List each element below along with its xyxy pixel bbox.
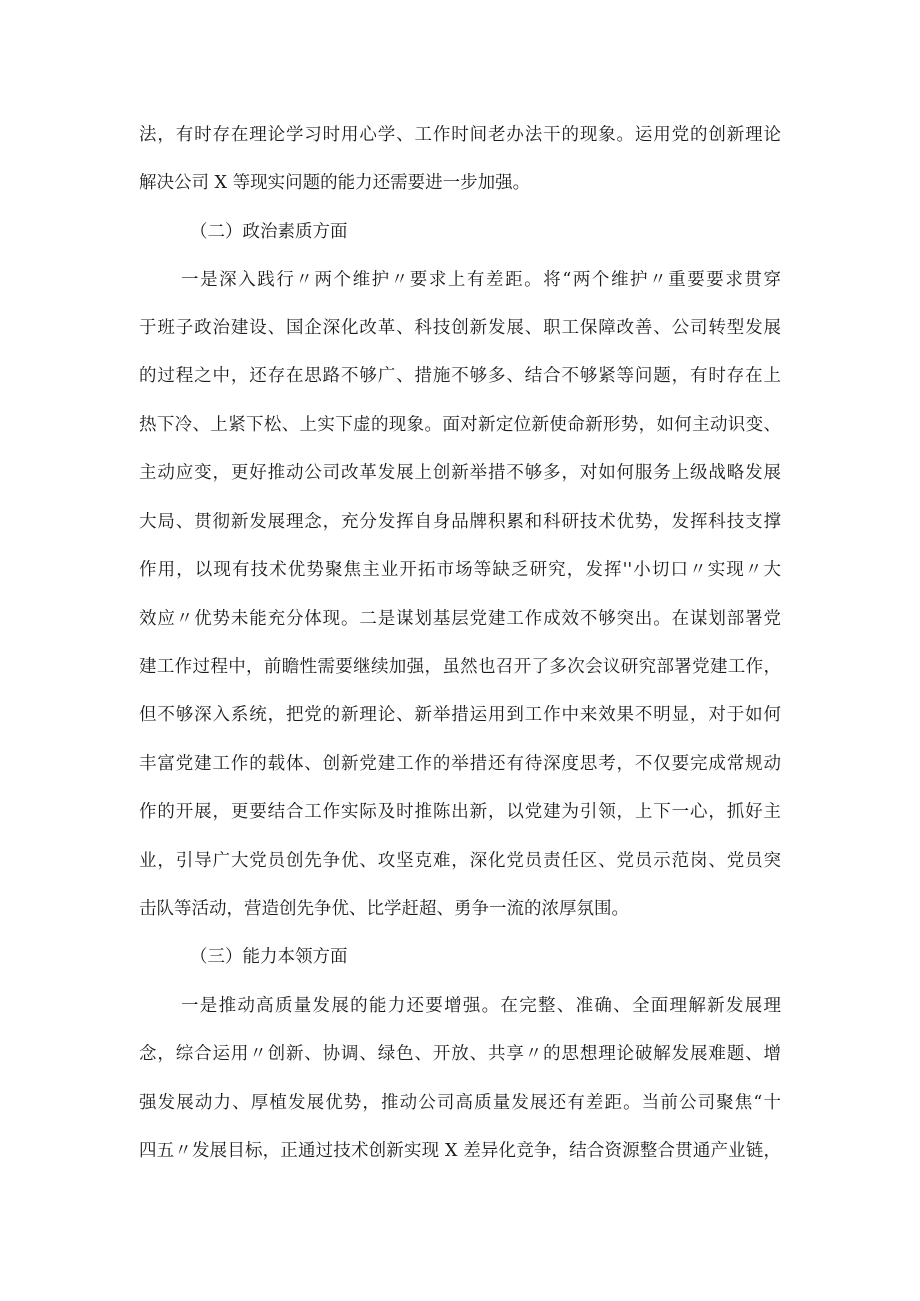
body-text-line: 建工作过程中，前瞻性需要继续加强，虽然也召开了多次会议研究部署党建工作， xyxy=(139,657,781,677)
body-text-line: 强发展动力、厚植发展优势，推动公司高质量发展还有差距。当前公司聚焦“十 xyxy=(139,1093,781,1113)
body-text-line: 丰富党建工作的载体、创新党建工作的举措还有待深度思考，不仅要完成常规动 xyxy=(139,754,781,774)
body-text-line: 于班子政治建设、国企深化改革、科技创新发展、职工保障改善、公司转型发展 xyxy=(139,318,781,338)
body-text-line: 热下冷、上紧下松、上实下虚的现象。面对新定位新使命新形势，如何主动识变、 xyxy=(139,415,781,435)
body-text-line: 四五〃发展目标，正通过技术创新实现 X 差异化竞争，结合资源整合贯通产业链， xyxy=(139,1141,781,1161)
body-text-line: 作的开展，更要结合工作实际及时推陈出新，以党建为引领，上下一心，抓好主 xyxy=(139,802,781,822)
section-heading: （三）能力本领方面 xyxy=(190,947,348,967)
body-text-line: 一是推动高质量发展的能力还要增强。在完整、准确、全面理解新发展理 xyxy=(181,996,781,1016)
body-text-line: 的过程之中，还存在思路不够广、措施不够多、结合不够紧等问题，有时存在上 xyxy=(139,366,781,386)
body-text-line: 念，综合运用〃创新、协调、绿色、开放、共享〃的思想理论破解发展难题、增 xyxy=(139,1044,781,1064)
body-text-line: 法，有时存在理论学习时用心学、工作时间老办法干的现象。运用党的创新理论 xyxy=(139,125,781,145)
body-text-line: 作用，以现有技术优势聚焦主业开拓市场等缺乏研究，发挥''小切口〃实现〃大 xyxy=(139,560,781,580)
body-text-line: 业，引导广大党员创先争优、攻坚克难，深化党员责任区、党员示范岗、党员突 xyxy=(139,851,781,871)
body-text-line: 大局、贯彻新发展理念，充分发挥自身品牌积累和科研技术优势，发挥科技支撑 xyxy=(139,512,781,532)
body-text-line: 但不够深入系统，把党的新理论、新举措运用到工作中来效果不明显，对于如何 xyxy=(139,705,781,725)
body-text-line: 解决公司 X 等现实问题的能力还需要进一步加强。 xyxy=(139,173,531,193)
body-text-line: 击队等活动，营造创先争优、比学赶超、勇争一流的浓厚氛围。 xyxy=(139,899,629,919)
section-heading: （二）政治素质方面 xyxy=(190,222,348,242)
body-text-line: 主动应变，更好推动公司改革发展上创新举措不够多，对如何服务上级战略发展 xyxy=(139,463,781,483)
body-text-line: 效应〃优势未能充分体现。二是谋划基层党建工作成效不够突出。在谋划部署党 xyxy=(139,609,781,629)
body-text-line: 一是深入践行〃两个维护〃要求上有差距。将“两个维护〃重要要求贯穿 xyxy=(181,270,781,290)
